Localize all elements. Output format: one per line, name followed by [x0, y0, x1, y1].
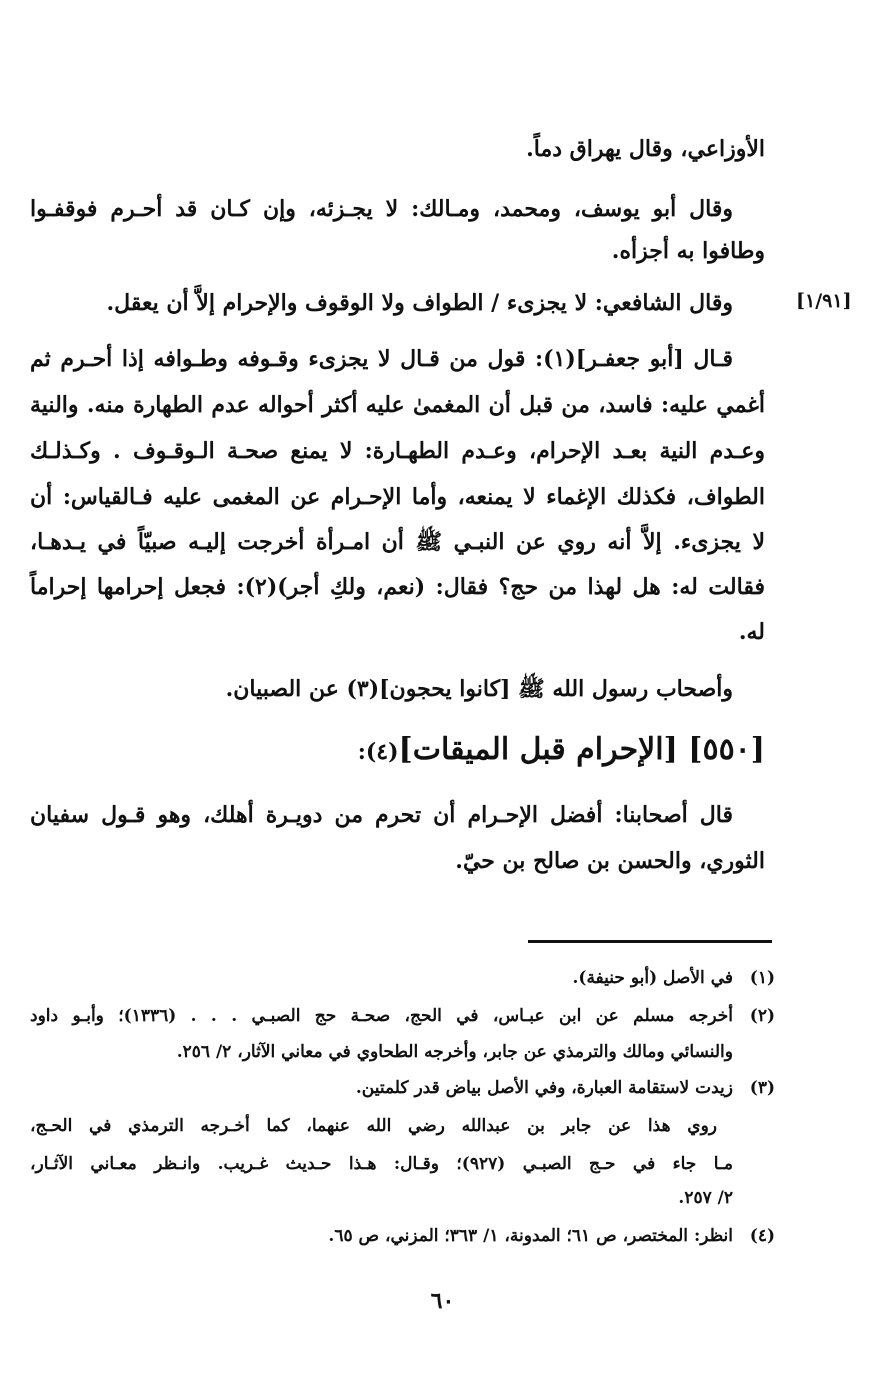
section-heading	[358, 730, 765, 772]
paragraph-line: الطواف، فكذلك الإغماء لا يمنعه، وأما الإحـرام عن المغمى عليه فـالقياس: أن	[30, 484, 765, 510]
section-heading-text: [٥٥٠] [الإحرام قبل الميقات]	[398, 732, 765, 767]
paragraph-line: وقال أبو يوسف، ومحمد، ومـالك: لا يجـزئه، وإن كـان قد أحـرم فوقفـوا	[30, 196, 733, 222]
paragraph-line: الأوزاعي، وقال يهراق دماً.	[526, 136, 765, 162]
footnote-line: مـا جاء في حـج الصبـي (٩٢٧)؛ وقـال: هـذا حـديث غـريب. وانـظر معـاني الآثـار،	[30, 1154, 733, 1174]
footnote-number: (٤)	[749, 1226, 775, 1246]
footnote-line: والنسائي ومالك والترمذي عن جابر، وأخرجه الطحاوي في معاني الآثار، ٢/ ٢٥٦.	[176, 1042, 733, 1062]
footnote-line: انظر: المختصر، ص ٦١؛ المدونة، ١/ ٣٦٣؛ المزني، ص ٦٥.	[328, 1226, 733, 1246]
footnote-number: (٢)	[749, 1006, 775, 1026]
paragraph-line: الثوري، والحسن بن صالح بن حيّ.	[455, 848, 765, 874]
margin-reference: [١/٩١]	[796, 290, 852, 312]
footnote-number: (٣)	[749, 1078, 775, 1098]
footnote-line: في الأصل (أبو حنيفة).	[572, 968, 733, 988]
paragraph-line: له.	[738, 619, 765, 645]
footnote-line: أخرجه مسلم عن ابن عبـاس، في الحج، صحـة حج الصبـي . . . (١٣٣٦)؛ وأبـو داود	[30, 1006, 733, 1026]
footnote-divider	[528, 940, 772, 943]
paragraph-line: وعـدم النية بعـد الإحرام، وعـدم الطهـارة: لا يمنع صحـة الـوقـوف . وكـذلـك	[30, 438, 765, 464]
paragraph-line: وطافوا به أجزأه.	[611, 238, 765, 264]
section-heading-note: (٤):	[357, 739, 399, 765]
paragraph-line: قـال [أبو جعفـر](١): قول من قـال لا يجزىء وقـوفه وطـوافه إذا أحـرم ثم	[30, 346, 733, 372]
footnote-line: روي هذا عن جابر بن عبدالله رضي الله عنهما، كما أخـرجه الترمذي في الحـج،	[30, 1116, 717, 1136]
paragraph-line: فقالت له: هل لهذا من حج؟ فقال: (نعم، ولكِ أجر)(٢): فجعل إحرامها إحراماً	[30, 574, 765, 600]
page-number: ٦٠	[430, 1288, 455, 1314]
paragraph-line: وقال الشافعي: لا يجزىء / الطواف ولا الوقوف والإحرام إلاَّ أن يعقل.	[106, 290, 733, 316]
paragraph-line: قال أصحابنا: أفضل الإحـرام أن تحرم من دويـرة أهلك، وهو قـول سفيان	[30, 802, 733, 828]
footnote-line: زيدت لاستقامة العبارة، وفي الأصل بياض قدر كلمتين.	[355, 1078, 733, 1098]
paragraph-line: أغمي عليه: فاسد، من قبل أن المغمىٰ عليه أكثر أحواله عدم الطهارة منه. والنية	[30, 392, 765, 418]
paragraph-line: لا يجزىء. إلاَّ أنه روي عن النبـي ﷺ أن امـرأة أخرجت إليـه صبيّاً في يـدهـا،	[30, 529, 765, 555]
footnote-number: (١)	[749, 968, 775, 988]
footnote-line: ٢/ ٢٥٧.	[678, 1188, 733, 1208]
paragraph-line: وأصحاب رسول الله ﷺ [كانوا يحجون](٣) عن الصبيان.	[225, 676, 733, 702]
